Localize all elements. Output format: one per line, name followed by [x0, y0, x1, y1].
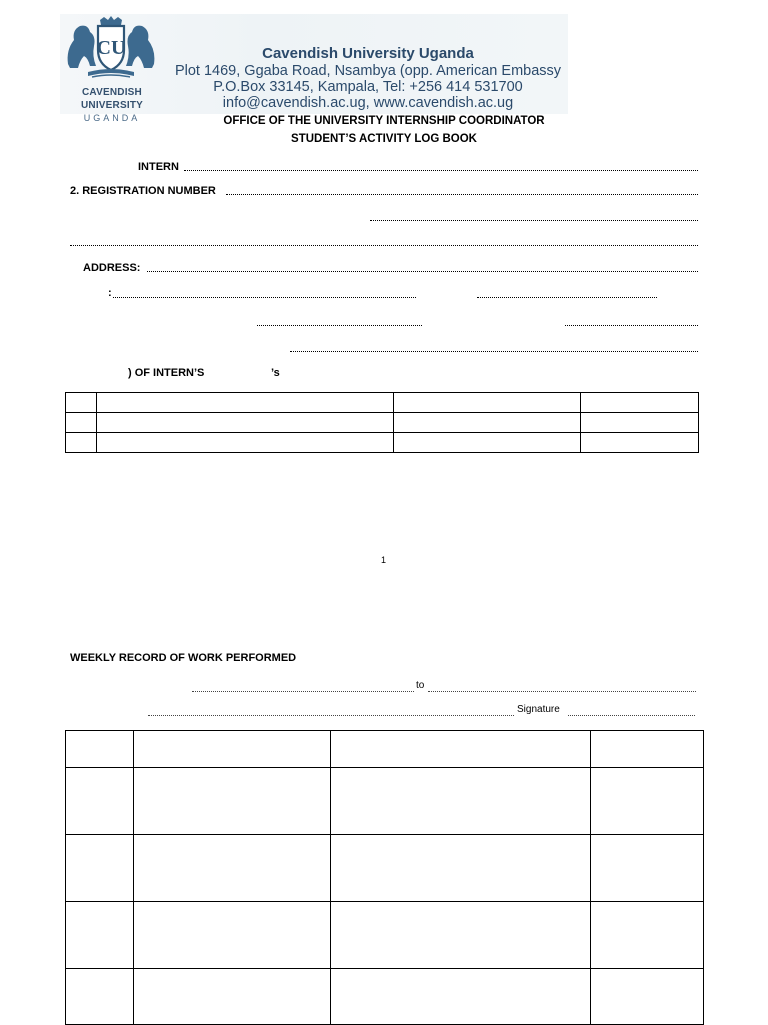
- weekly-record-title: WEEKLY RECORD OF WORK PERFORMED: [70, 652, 297, 664]
- web-line: info@cavendish.ac.ug, www.cavendish.ac.ug: [222, 95, 514, 111]
- colon-label: :: [108, 287, 112, 299]
- table-cell[interactable]: [66, 835, 134, 902]
- table-row: [66, 731, 704, 768]
- table-cell[interactable]: [591, 768, 704, 835]
- table-cell[interactable]: [66, 969, 134, 1025]
- table-cell[interactable]: [134, 902, 331, 969]
- table-cell[interactable]: [591, 731, 704, 768]
- table-cell[interactable]: [66, 433, 97, 453]
- table-cell[interactable]: [331, 768, 591, 835]
- table-cell[interactable]: [134, 731, 331, 768]
- week-to-field[interactable]: [428, 691, 696, 692]
- weekly-record-table: [65, 730, 704, 1025]
- table-cell[interactable]: [331, 731, 591, 768]
- field-line-3[interactable]: [370, 220, 698, 221]
- contact-line: P.O.Box 33145, Kampala, Tel: +256 414 531700: [213, 79, 523, 95]
- field-line-8[interactable]: [290, 351, 698, 352]
- table-cell[interactable]: [66, 731, 134, 768]
- university-crest-logo: [62, 16, 160, 82]
- table-cell[interactable]: [394, 433, 581, 453]
- logo-word-2: UNIVERSITY: [80, 100, 143, 111]
- svg-text:CU: CU: [96, 37, 126, 59]
- field-line-6b[interactable]: [477, 297, 657, 298]
- table-cell[interactable]: [66, 768, 134, 835]
- page-number: 1: [381, 555, 387, 565]
- table-row: [66, 433, 699, 453]
- table-cell[interactable]: [66, 902, 134, 969]
- table-cell[interactable]: [331, 835, 591, 902]
- section-label-a: ) OF INTERN’S: [128, 367, 205, 379]
- table-row: [66, 902, 704, 969]
- office-title: OFFICE OF THE UNIVERSITY INTERNSHIP COORDINATOR: [223, 115, 545, 127]
- intern-details-table: [65, 392, 699, 453]
- table-cell[interactable]: [331, 902, 591, 969]
- signature-label: Signature: [517, 704, 560, 715]
- table-cell[interactable]: [97, 433, 394, 453]
- table-cell[interactable]: [66, 413, 97, 433]
- intern-field[interactable]: [184, 170, 698, 171]
- table-cell[interactable]: [581, 393, 699, 413]
- field-line-7b[interactable]: [565, 325, 698, 326]
- table-cell[interactable]: [97, 413, 394, 433]
- registration-field[interactable]: [226, 194, 698, 195]
- logo-word-1: CAVENDISH: [82, 87, 142, 98]
- table-cell[interactable]: [591, 902, 704, 969]
- table-row: [66, 768, 704, 835]
- address-line: Plot 1469, Ggaba Road, Nsambya (opp. American Embassy: [174, 63, 562, 79]
- table-cell[interactable]: [134, 969, 331, 1025]
- table-cell[interactable]: [591, 835, 704, 902]
- table-cell[interactable]: [331, 969, 591, 1025]
- field-line-7a[interactable]: [257, 325, 422, 326]
- address-label: ADDRESS:: [83, 262, 141, 274]
- table-cell[interactable]: [591, 969, 704, 1025]
- field-line-4[interactable]: [70, 245, 698, 246]
- table-cell[interactable]: [394, 413, 581, 433]
- table-cell[interactable]: [134, 835, 331, 902]
- week-from-field[interactable]: [192, 691, 414, 692]
- name-field[interactable]: [148, 715, 514, 716]
- section-label-b: ’s: [271, 367, 280, 379]
- to-label: to: [416, 680, 425, 691]
- field-line-6a[interactable]: [113, 297, 416, 298]
- org-name: Cavendish University Uganda: [262, 45, 474, 62]
- registration-label: 2. REGISTRATION NUMBER: [70, 185, 216, 197]
- table-cell[interactable]: [581, 433, 699, 453]
- table-row: [66, 969, 704, 1025]
- intern-label: INTERN: [138, 161, 179, 173]
- signature-field[interactable]: [568, 715, 695, 716]
- address-field[interactable]: [147, 271, 698, 272]
- table-cell[interactable]: [581, 413, 699, 433]
- table-row: [66, 835, 704, 902]
- table-cell[interactable]: [394, 393, 581, 413]
- logo-word-3: UGANDA: [83, 113, 141, 123]
- table-cell[interactable]: [97, 393, 394, 413]
- table-cell[interactable]: [134, 768, 331, 835]
- table-cell[interactable]: [66, 393, 97, 413]
- table-row: [66, 413, 699, 433]
- table-row: [66, 393, 699, 413]
- book-title: STUDENT’S ACTIVITY LOG BOOK: [291, 133, 477, 145]
